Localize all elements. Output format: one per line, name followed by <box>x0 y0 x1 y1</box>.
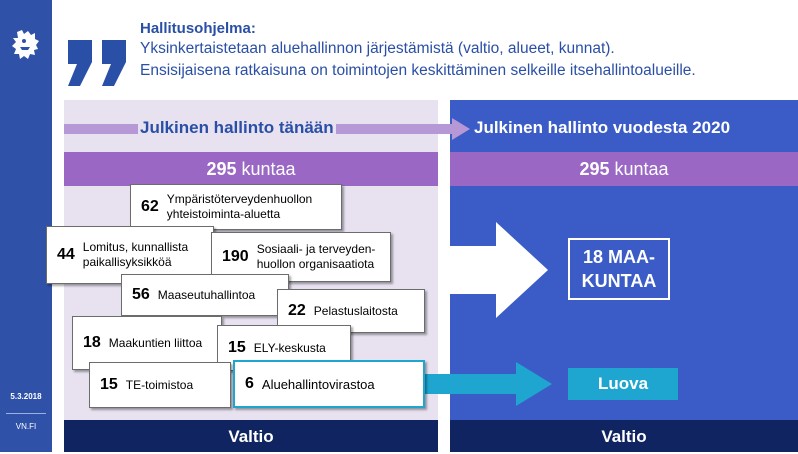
state-footer-current: Valtio <box>64 420 438 452</box>
date-label: 5.3.2018 <box>10 392 42 401</box>
org-count: 44 <box>57 246 75 263</box>
org-count: 18 <box>83 334 101 351</box>
brand-label: VN.FI <box>15 422 37 431</box>
quote-line-1: Yksinkertaistetaan aluehallinnon järjestämistä (valtio, alueet, kunnat). <box>140 40 615 57</box>
org-box <box>121 274 289 316</box>
transfer-arrow-icon <box>408 362 552 406</box>
org-label: ELY-keskusta <box>253 340 326 355</box>
municipalities-count: 295 <box>206 159 237 179</box>
org-box <box>130 184 342 230</box>
quote-title: Hallitusohjelma: <box>140 20 256 37</box>
org-label: Lomitus, kunnallista paikallisyksikköä <box>82 240 189 269</box>
future-administration-title: Julkinen hallinto vuodesta 2020 <box>474 118 731 137</box>
org-label: Ympäristöterveydenhuollon yhteistoiminta-aluetta <box>166 192 313 221</box>
luova-box: Luova <box>568 368 678 400</box>
org-count: 15 <box>228 339 246 356</box>
current-administration-title: Julkinen hallinto tänään <box>140 118 334 137</box>
org-label: Pelastuslaitosta <box>313 303 398 318</box>
regions-line-2: KUNTAA <box>581 271 657 291</box>
org-count: 22 <box>288 302 306 319</box>
finnish-lion-crest-icon <box>10 28 42 62</box>
org-label: Sosiaali- ja terveyden-huollon organisaatiota <box>256 242 376 271</box>
org-label: Aluehallintovirastoa <box>261 376 375 392</box>
municipalities-label: kuntaa <box>241 159 296 179</box>
municipalities-band-current <box>64 152 438 186</box>
org-count: 56 <box>132 286 150 303</box>
org-count: 62 <box>141 198 159 215</box>
sidebar-divider <box>6 413 46 414</box>
sidebar <box>0 0 52 452</box>
municipalities-label: kuntaa <box>614 159 669 179</box>
quotation-mark-icon <box>64 40 134 88</box>
municipalities-band-future <box>450 152 798 186</box>
org-box <box>89 362 231 408</box>
regions-line-1: 18 MAA- <box>582 247 655 267</box>
quote-line-2: Ensisijaisena ratkaisuna on toimintojen keskittäminen selkeille itsehallintoalueille. <box>140 62 696 79</box>
org-count: 15 <box>100 376 118 393</box>
big-arrow-icon <box>450 222 550 318</box>
org-box-highlighted <box>233 360 425 408</box>
org-count: 6 <box>245 375 254 392</box>
org-count: 190 <box>222 248 249 265</box>
org-label: Maakuntien liittoa <box>108 335 203 350</box>
municipalities-count: 295 <box>579 159 610 179</box>
state-footer-future: Valtio <box>450 420 798 452</box>
org-label: TE-toimistoa <box>125 377 194 392</box>
regions-box <box>568 238 670 300</box>
org-label: Maaseutuhallintoa <box>157 287 256 302</box>
